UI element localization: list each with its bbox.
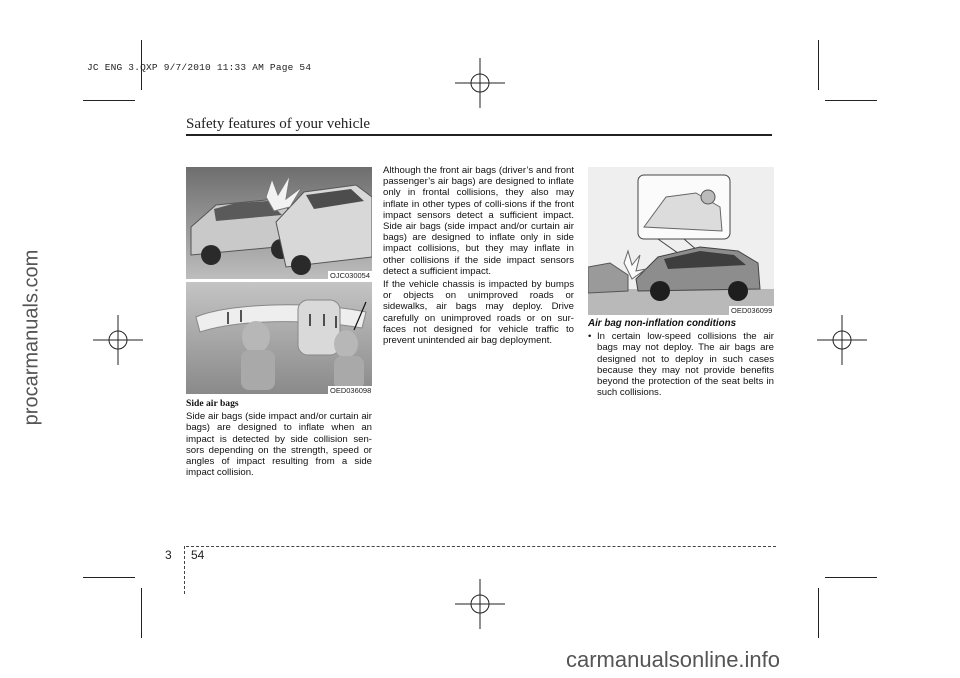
- non-inflation-bullet: In certain low-speed collisions the air bags may not deploy. The air bags are designed not to deploy in such cases because they may not provide benefits beyond the protection of the seat belts in such collisions.: [597, 331, 774, 399]
- crop-mark: [825, 577, 877, 578]
- side-watermark: procarmanuals.com: [20, 249, 43, 426]
- crop-mark: [83, 577, 135, 578]
- figure-code: OED036098: [330, 386, 372, 395]
- crop-mark: [818, 588, 819, 638]
- bottom-watermark: carmanualsonline.info: [566, 647, 781, 672]
- print-slug: JC ENG 3.QXP 9/7/2010 11:33 AM Page 54: [87, 62, 312, 73]
- section-title: Safety features of your vehicle: [186, 116, 371, 132]
- section-number: 3: [165, 548, 172, 562]
- middle-column: [383, 165, 574, 348]
- left-column: [186, 398, 372, 480]
- footer-divider: [184, 546, 185, 594]
- bullet-icon: •: [588, 331, 592, 343]
- chassis-impact-paragraph: If the vehicle chassis is impacted by bumps or objects on unimproved roads or sidewalks, air bags may deploy. Drive carefully on unimproved roads or on sur-faces not designed for vehicle traffic to prevent unintended air bag deployment.: [383, 279, 574, 347]
- registration-mark-right: [817, 315, 867, 365]
- right-column: [588, 318, 774, 398]
- list-item: [588, 331, 774, 398]
- page-number: 54: [191, 548, 205, 562]
- crop-mark: [818, 40, 819, 90]
- figure-code: OJC030054: [330, 271, 371, 280]
- crop-mark: [825, 100, 877, 101]
- crop-mark: [83, 100, 135, 101]
- figure-side-collision: [186, 167, 372, 279]
- side-airbags-body: Side air bags (side impact and/or curtain air bags) are designed to inflate when an impact is detected by side collision sen-sors depending on the strength, speed or angles of impact resulting from a side impact collision.: [186, 411, 372, 479]
- crop-mark: [141, 588, 142, 638]
- registration-mark-left: [93, 315, 143, 365]
- side-airbags-heading: Side air bags: [186, 398, 239, 409]
- registration-mark-bottom: [455, 579, 505, 629]
- figure-frontal-collision: [588, 167, 774, 315]
- footer-rule: [186, 546, 776, 547]
- non-inflation-heading: Air bag non-inflation conditions: [588, 318, 737, 329]
- figure-curtain-airbag: [186, 282, 372, 394]
- front-airbags-paragraph: Although the front air bags (driver’s and front passenger’s air bags) are designed to inflate only in frontal collisions, they also may inflate in other types of colli-sions if the front impact sensors detect a sufficient impact. Side air bags (side impact and/or curtain air bags) are designed to inflate only in side impact collisions, but they may inflate in other collisions if the side impact sensors detect a sufficient impact.: [383, 165, 574, 277]
- figure-code: OED036099: [731, 306, 773, 315]
- registration-mark-top: [455, 58, 505, 108]
- title-rule: [186, 134, 772, 136]
